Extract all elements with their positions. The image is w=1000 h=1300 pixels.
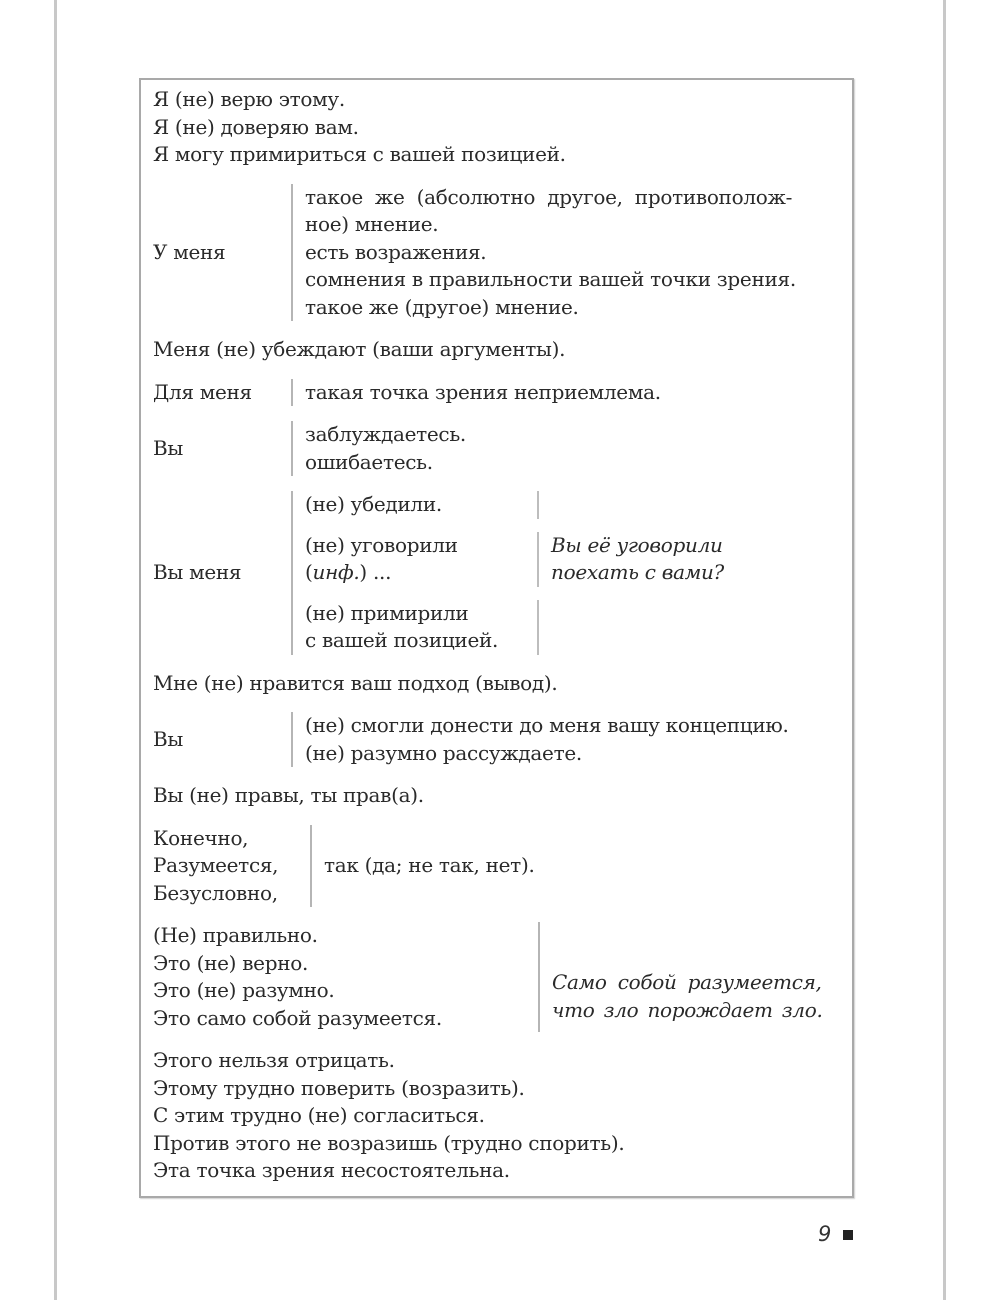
section-vy-oshibaetes xyxy=(153,421,840,476)
subrow-options xyxy=(293,532,537,587)
phrase-line: Мне (не) нравится ваш подход (вывод). xyxy=(153,670,558,695)
page-number: 9 xyxy=(818,1222,832,1246)
abbreviation-inf: инф. xyxy=(312,560,360,584)
row-label-text: Безусловно, xyxy=(153,880,278,905)
row-label-text: Конечно, xyxy=(153,825,249,850)
example-line: Вы её уговорили xyxy=(551,532,723,557)
row-label-text: У меня xyxy=(153,239,226,264)
section-vy-pravy xyxy=(153,782,840,810)
section-final-statements xyxy=(153,1047,840,1185)
subrow-example xyxy=(539,600,551,655)
section-vy-smogli xyxy=(153,712,840,767)
phrase-line: ошибаетесь. xyxy=(305,449,433,474)
section-dlya-menya xyxy=(153,379,840,407)
phrase-line: Это (не) верно. xyxy=(153,950,309,975)
row-label-text: Для меня xyxy=(153,379,252,404)
subrow xyxy=(293,532,840,587)
phrase-table-content xyxy=(153,86,840,1185)
section-u-menya xyxy=(153,184,840,322)
row-options xyxy=(293,184,840,322)
phrase-line: (не) уговорили xyxy=(305,532,458,557)
phrase-line: такая точка зрения неприемлема. xyxy=(305,379,661,404)
row-label-text: Вы меня xyxy=(153,560,242,584)
phrase-line: с вашей позицией. xyxy=(305,628,499,652)
row-label-text: Вы xyxy=(153,435,184,460)
black-square-icon xyxy=(843,1230,853,1240)
row-options xyxy=(293,379,840,407)
section-vy-menya xyxy=(153,491,840,655)
row-options xyxy=(293,712,840,767)
phrase-line: (не) убедили. xyxy=(305,492,442,516)
page-right-edge xyxy=(943,0,946,1300)
section-agreement-basic xyxy=(153,86,840,169)
phrase-line: (не) разумно рассуждаете. xyxy=(305,740,582,765)
phrase-line: Вы (не) правы, ты прав(а). xyxy=(153,783,424,807)
phrase-line: (не) примирили xyxy=(305,600,469,625)
example-line: Само собой разумеется, xyxy=(552,970,822,994)
row-options xyxy=(293,421,840,476)
phrase-line: так (да; не так, нет). xyxy=(324,853,535,877)
subrow-options xyxy=(293,600,537,655)
phrase-line: ное) мнение. xyxy=(305,212,439,236)
row-label-text: Вы xyxy=(153,726,184,751)
subrow-example xyxy=(539,491,551,519)
phrase-line: Этого нельзя отрицать. xyxy=(153,1048,395,1072)
paren-close: ) ... xyxy=(359,560,392,584)
phrase-line: Это само собой разумеется. xyxy=(153,1005,442,1030)
subrow xyxy=(293,491,840,519)
row-label xyxy=(153,491,291,655)
row-label xyxy=(153,712,291,767)
row-options xyxy=(312,825,840,908)
phrase-line: С этим трудно (не) согласиться. xyxy=(153,1103,485,1127)
section-pravilno xyxy=(153,922,840,1032)
phrase-line: Этому трудно поверить (возразить). xyxy=(153,1075,525,1100)
phrase-line: (Не) правильно. xyxy=(153,923,318,947)
section-mne-nravitsya xyxy=(153,670,840,698)
phrase-line: Против этого не возразишь (трудно спорить). xyxy=(153,1130,625,1155)
subrow-options xyxy=(293,491,537,519)
paren-open: ( xyxy=(305,560,313,584)
phrase-line: заблуждаетесь. xyxy=(305,422,466,446)
phrase-line: Я (не) доверяю вам. xyxy=(153,114,359,139)
section-menya-ubezhdayut xyxy=(153,336,840,364)
row-label xyxy=(153,379,291,407)
subrow xyxy=(293,600,840,655)
row-label xyxy=(153,421,291,476)
row-labels xyxy=(153,825,310,908)
row-label-text: Разумеется, xyxy=(153,853,279,877)
phrase-line: Меня (не) убеждают (ваши аргументы). xyxy=(153,337,566,361)
example-line: поехать с вами? xyxy=(551,560,724,584)
page-left-edge xyxy=(54,0,57,1300)
phrase-line: Я могу примириться с вашей позицией. xyxy=(153,142,566,166)
example-line: что зло порождает зло. xyxy=(552,997,823,1022)
phrase-line: такое же (другое) мнение. xyxy=(305,294,579,319)
phrase-line: Это (не) разумно. xyxy=(153,978,335,1002)
subrow-example xyxy=(539,532,724,587)
phrase-line: сомнения в правильности вашей точки зрения. xyxy=(305,267,796,291)
row-label xyxy=(153,184,291,322)
phrase-line: есть возражения. xyxy=(305,239,487,264)
phrase-line: Эта точка зрения несостоятельна. xyxy=(153,1158,510,1182)
phrase-line: (не) смогли донести до меня вашу концепцию. xyxy=(305,713,789,737)
phrase-line xyxy=(305,559,537,587)
phrase-line: Я (не) верю этому. xyxy=(153,87,345,111)
subrows xyxy=(293,491,840,655)
phrase-table-frame xyxy=(139,78,854,1198)
phrase-line: такое же (абсолютно другое, противополож- xyxy=(305,184,793,209)
section-konechno xyxy=(153,825,840,908)
example-block xyxy=(540,922,840,1032)
phrase-list xyxy=(153,922,538,1032)
